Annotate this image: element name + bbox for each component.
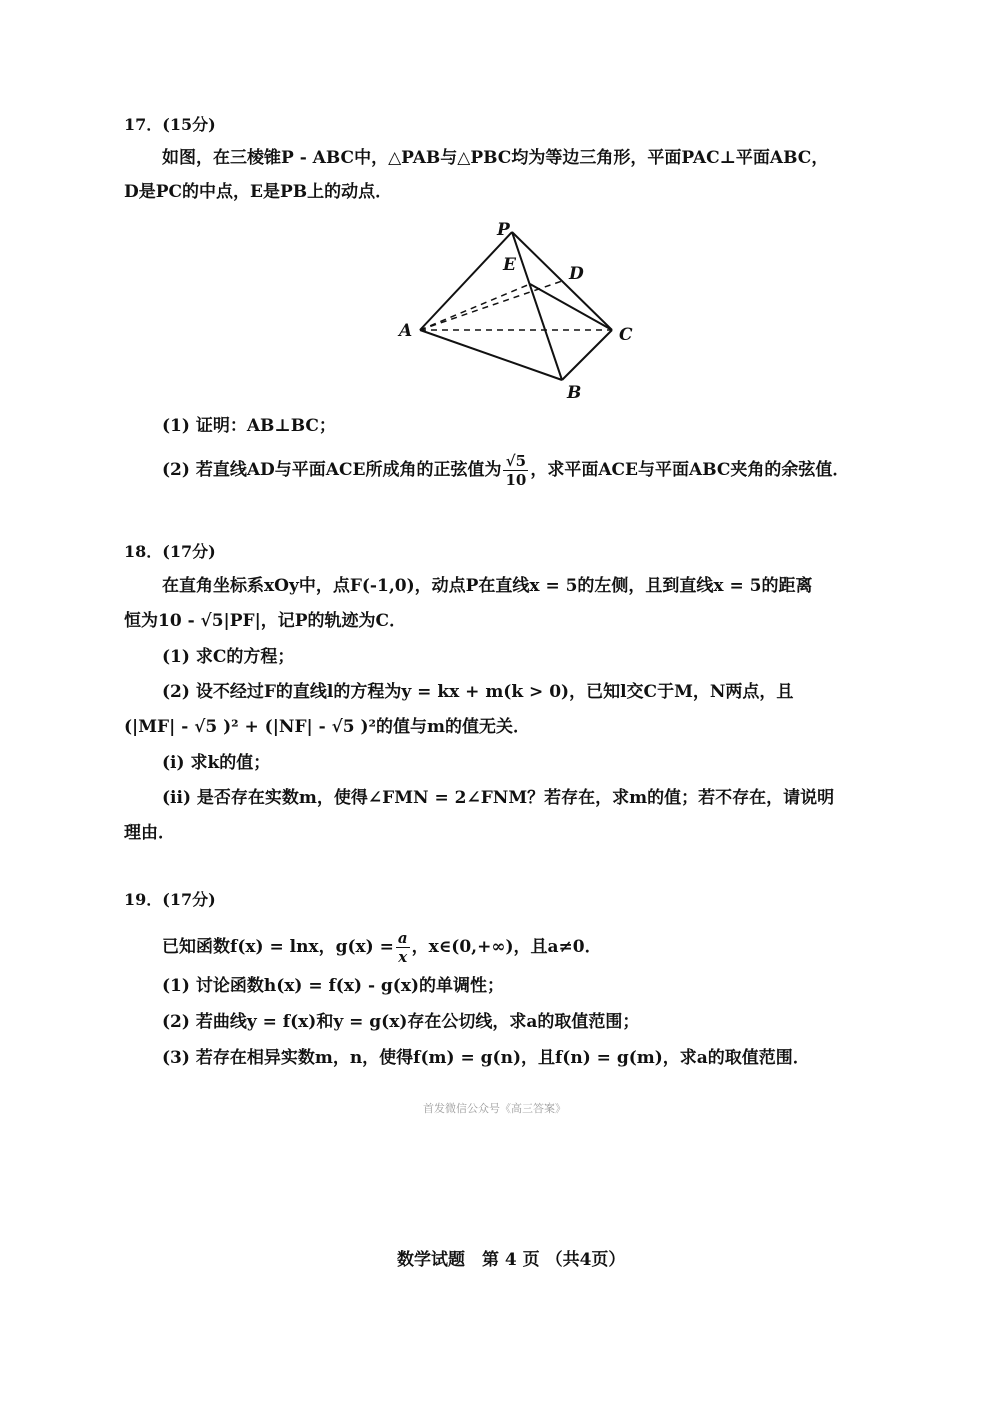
- q19-stem-before: 已知函数f(x) = lnx，g(x) =: [162, 937, 394, 957]
- q19-stem: [162, 929, 602, 966]
- q18-stem-line1: 在直角坐标系xOy中，点F(-1,0)，动点P在直线x = 5的左侧，且到直线x = 5的距离: [162, 576, 813, 596]
- label-P: P: [497, 220, 510, 240]
- a-over-x-fraction: [396, 929, 410, 966]
- q18-part2-i: (i) 求k的值；: [162, 753, 271, 773]
- edge-BC: [562, 330, 612, 380]
- label-D: D: [569, 264, 584, 284]
- watermark-text: 首发微信公众号《高三答案》: [423, 1102, 566, 1115]
- q18-part2-ii-line1: (ii) 是否存在实数m，使得∠FMN = 2∠FNM？若存在，求m的值；若不存在，请说明: [162, 788, 835, 808]
- q17-header: 17．(15分): [124, 115, 216, 134]
- tetrahedron-figure: [390, 212, 650, 412]
- q18-part2-line2: (|MF| - √5 )² + (|NF| - √5 )²的值与m的值无关．: [124, 717, 530, 737]
- label-B: B: [567, 383, 582, 403]
- q19-header: 19．(17分): [124, 890, 216, 909]
- label-C: C: [619, 325, 633, 345]
- edge-PA: [420, 232, 512, 330]
- q17-stem-line2: D是PC的中点，E是PB上的动点．: [124, 182, 393, 202]
- q18-part2-ii-line2: 理由．: [124, 823, 175, 843]
- fraction-denominator: 10: [505, 471, 527, 489]
- q17-part1: (1) 证明：AB⊥BC；: [162, 416, 336, 436]
- q19-part1: (1) 讨论函数h(x) = f(x) - g(x)的单调性；: [162, 976, 505, 996]
- q18-part2-line1: (2) 设不经过F的直线l的方程为y = kx + m(k > 0)，已知l交C于M，N两点，且: [162, 682, 794, 702]
- label-A: A: [399, 321, 413, 341]
- sqrt5-over-10-fraction: [503, 452, 528, 489]
- q19-part2: (2) 若曲线y = f(x)和y = g(x)存在公切线，求a的取值范围；: [162, 1012, 640, 1032]
- page-footer: 数学试题 第 4 页 （共4页）: [397, 1250, 626, 1270]
- q17-part2-after: ，求平面ACE与平面ABC夹角的余弦值．: [530, 460, 850, 480]
- q19-part3: (3) 若存在相异实数m，n，使得f(m) = g(n)，且f(n) = g(m)，求a的取值范围．: [162, 1048, 810, 1068]
- label-E: E: [503, 255, 516, 275]
- edge-AB: [420, 330, 562, 380]
- fraction-numerator: a: [397, 929, 408, 947]
- q17-stem-line1: 如图，在三棱锥P - ABC中，△PAB与△PBC均为等边三角形，平面PAC⊥平面ABC，: [162, 148, 829, 168]
- fraction-numerator: √5: [503, 452, 528, 471]
- q18-stem-line2: 恒为10 - √5|PF|，记P的轨迹为C．: [124, 611, 407, 631]
- edge-PB: [512, 232, 562, 380]
- q18-part1: (1) 求C的方程；: [162, 647, 295, 667]
- segment-AE-hidden: [420, 284, 530, 330]
- q17-part2: [162, 452, 849, 489]
- segment-AD-hidden: [420, 281, 562, 330]
- q19-stem-after: ，x∈(0,+∞)，且a≠0．: [411, 937, 602, 957]
- q17-part2-before: (2) 若直线AD与平面ACE所成角的正弦值为: [162, 460, 502, 480]
- q18-header: 18．(17分): [124, 542, 216, 561]
- fraction-denominator: x: [398, 948, 408, 966]
